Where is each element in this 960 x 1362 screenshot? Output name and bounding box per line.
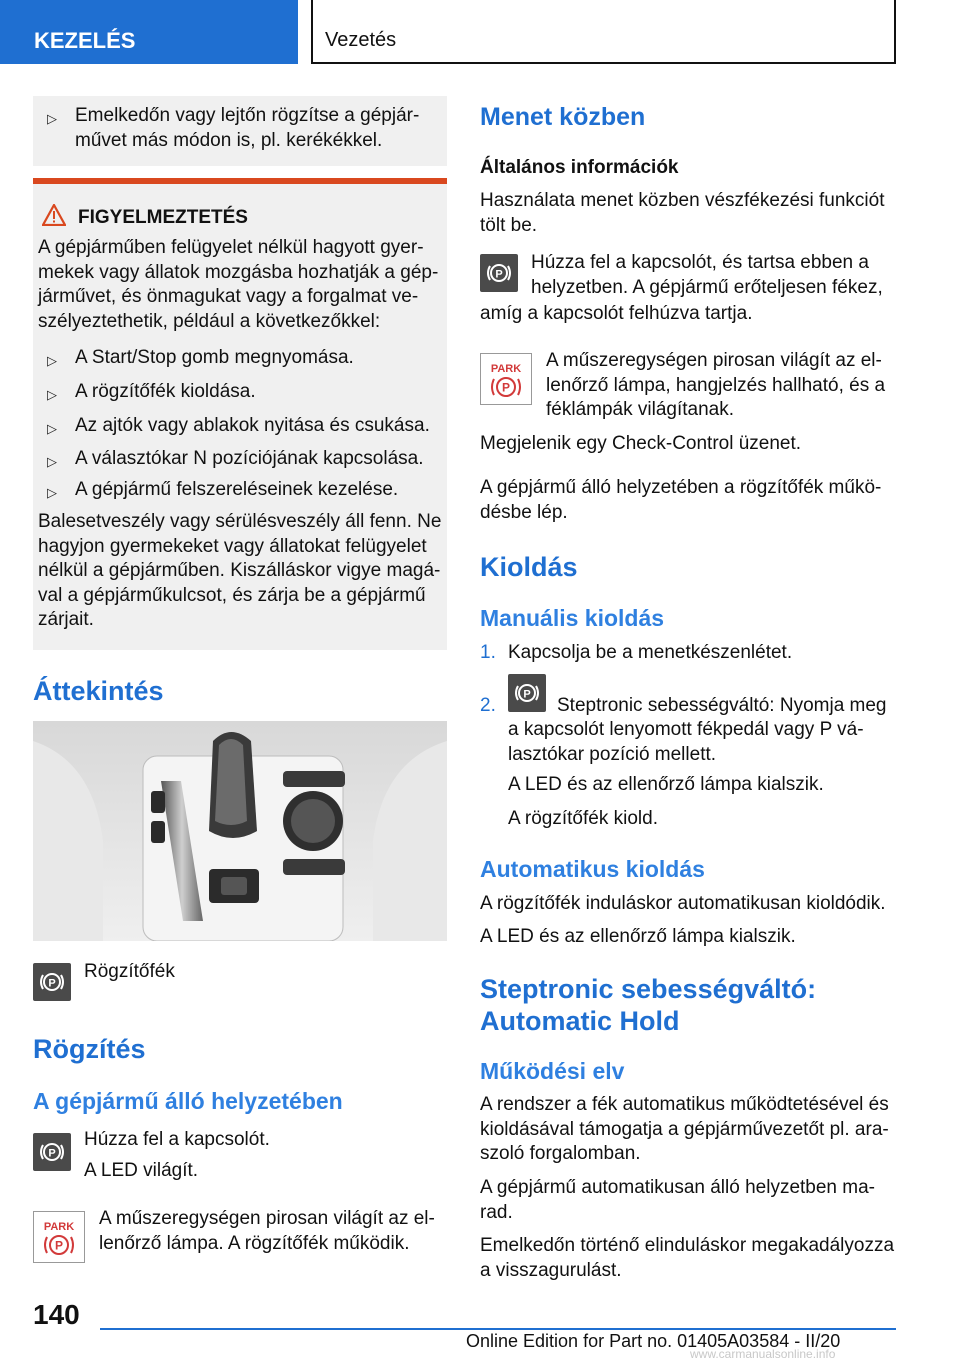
- pull-switch-text: Húzza fel a kapcsolót, és tartsa ebben a helyzetben. A gépjármű erőteljesen fékez,: [531, 252, 883, 298]
- step-1-text: Kapcsolja be a menetkészenlétet.: [508, 642, 793, 663]
- check-control-text: Megjelenik egy Check-Control üzenet.: [480, 433, 802, 454]
- center-console-photo: [33, 721, 447, 941]
- step-1-number: 1.: [480, 642, 496, 663]
- edition-text: Online Edition for Part no. 01405A03584 - II/20: [466, 1331, 841, 1351]
- chapter-title: Vezetés: [325, 29, 397, 51]
- step-2-text-b: a kapcsolót lenyomott fékpedál vagy P vá- lasztókar pozíció mellett.: [508, 719, 864, 765]
- svg-text:P: P: [501, 380, 511, 395]
- warning-bullet-5: ▷ A gépjármű felszereléseinek kezelése.: [75, 478, 445, 503]
- page-number: 140: [33, 1299, 80, 1330]
- pull-switch-cont: amíg a kapcsolót felhúzva tartja.: [480, 303, 753, 324]
- principle-text-2: A gépjármű automatikusan álló helyzetben ma- rad.: [480, 1177, 876, 1223]
- step-2-text-d: A rögzítőfék kiold.: [508, 808, 658, 829]
- warning-bullet-3: ▷ Az ajtók vagy ablakok nyitása és csukása.: [75, 414, 445, 439]
- warning-bullet-4: ▷ A választókar N pozíciójának kapcsolása.: [75, 447, 445, 472]
- driving-heading: Menet közben: [480, 103, 646, 131]
- intro-bullet: ▷ Emelkedőn vagy lejtőn rögzítse a gépjár- művet más módon is, pl. kerékékkel.: [75, 104, 445, 153]
- manual-release-heading: Manuális kioldás: [480, 605, 665, 631]
- auto-release-text-1: A rögzítőfék induláskor automatikusan kioldódik.: [480, 893, 886, 914]
- step-2-text-a: Steptronic sebességváltó: Nyomja meg: [557, 695, 887, 716]
- section-tab: KEZELÉS: [0, 0, 298, 64]
- svg-text:P: P: [48, 977, 56, 990]
- svg-text:PARK: PARK: [490, 363, 522, 375]
- chapter-header: [311, 0, 896, 64]
- warning-title: FIGYELMEZTETÉS: [78, 207, 248, 228]
- warning-closing: Balesetveszély vagy sérülésveszély áll fenn. Ne hagyjon gyermekeket vagy állatokat felügyelet nélkül a gépjárműben. Kiszálláskor vigye magá- val a gépjárműkulcsot, és zárja be a gépjármű zárjait.: [38, 511, 442, 630]
- parking-brake-icon: [33, 1133, 71, 1171]
- footer-rule: [100, 1328, 896, 1330]
- release-heading: Kioldás: [480, 552, 578, 582]
- park-warning-lamp-icon: [33, 1211, 85, 1263]
- image-caption: Rögzítőfék: [84, 961, 175, 982]
- step-2-text-c: A LED és az ellenőrző lámpa kialszik.: [508, 774, 824, 795]
- stationary-line-1: Húzza fel a kapcsolót.: [84, 1129, 270, 1150]
- warning-triangle-icon: [42, 204, 66, 226]
- parking-brake-icon: [508, 674, 546, 712]
- park-lamp-text: A műszeregységen pirosan világít az el- lenőrző lámpa. A rögzítőfék működik.: [99, 1208, 435, 1254]
- principle-text-3: Emelkedőn történő elinduláskor megakadályozza a visszagurulást.: [480, 1235, 895, 1281]
- warning-text: A gépjárműben felügyelet nélkül hagyott gyer- mekek vagy állatok mozgásba hozhatják a gép- járművet, és önmagukat vagy a forgalmat ve- szélyeztethetik, például a következőkkel:: [38, 237, 439, 332]
- svg-text:P: P: [523, 688, 531, 701]
- general-info-text: Használata menet közben vészfékezési funkciót tölt be.: [480, 190, 885, 236]
- overview-heading: Áttekintés: [33, 676, 164, 706]
- stationary-text: A gépjármű álló helyzetében a rögzítőfék műkö- désbe lép.: [480, 477, 882, 523]
- svg-text:P: P: [495, 268, 503, 281]
- general-info-heading: Általános információk: [480, 157, 679, 178]
- svg-text:P: P: [54, 1238, 64, 1253]
- parking-brake-icon: [33, 963, 71, 1001]
- warning-bullet-2: ▷ A rögzítőfék kioldása.: [75, 380, 445, 405]
- watermark: www.carmanualsonline.info: [690, 1347, 836, 1361]
- auto-release-text-2: A LED és az ellenőrző lámpa kialszik.: [480, 926, 796, 947]
- auto-release-heading: Automatikus kioldás: [480, 856, 705, 882]
- stationary-heading: A gépjármű álló helyzetében: [33, 1088, 343, 1114]
- park-lamp-text-right: A műszeregységen pirosan világít az el- lenőrző lámpa, hangjelzés hallható, és a féklámpák világítanak.: [546, 350, 886, 420]
- apply-heading: Rögzítés: [33, 1034, 146, 1064]
- automatic-hold-heading: Steptronic sebességváltó: Automatic Hold: [480, 974, 817, 1036]
- stationary-line-2: A LED világít.: [84, 1160, 199, 1181]
- parking-brake-icon: [480, 254, 518, 292]
- step-2-number: 2.: [480, 695, 496, 716]
- svg-text:PARK: PARK: [43, 1221, 75, 1233]
- principle-text-1: A rendszer a fék automatikus működtetésével és kioldásával támogatja a gépjárművezetőt pl. ara- szoló forgalomban.: [480, 1094, 889, 1164]
- svg-text:P: P: [48, 1147, 56, 1160]
- park-warning-lamp-icon: [480, 353, 532, 405]
- warning-bullet-1: ▷ A Start/Stop gomb megnyomása.: [75, 346, 445, 371]
- principle-heading: Működési elv: [480, 1058, 625, 1084]
